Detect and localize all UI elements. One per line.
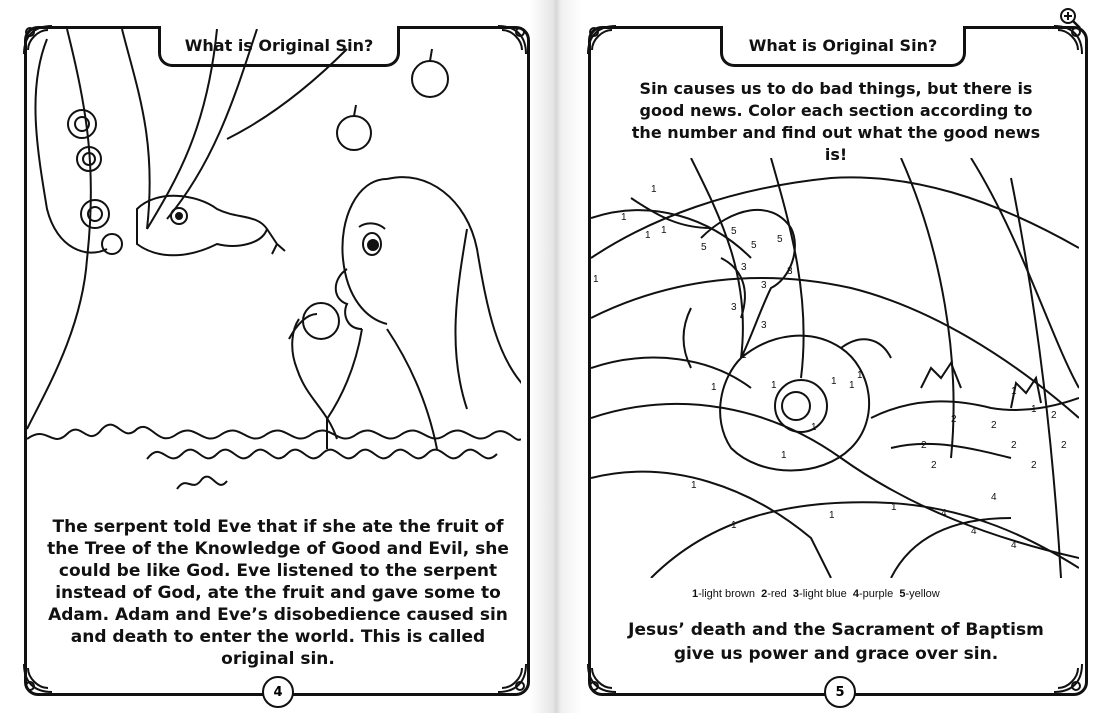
- corner-ornament-icon: [584, 22, 620, 58]
- legend-item: 2-red: [761, 588, 787, 600]
- svg-text:1: 1: [771, 380, 777, 391]
- svg-text:1: 1: [691, 480, 697, 491]
- svg-text:2: 2: [921, 440, 927, 451]
- legend-item: 3-light blue: [792, 588, 847, 600]
- svg-text:2: 2: [951, 414, 957, 425]
- svg-text:1: 1: [661, 225, 667, 236]
- right-page: [556, 0, 1100, 713]
- svg-text:4: 4: [991, 492, 997, 503]
- svg-text:3: 3: [761, 320, 767, 331]
- svg-text:1: 1: [621, 212, 627, 223]
- svg-text:3: 3: [761, 280, 767, 291]
- svg-text:5: 5: [731, 226, 737, 237]
- svg-text:1: 1: [741, 350, 747, 361]
- eve-and-serpent-illustration: [27, 29, 521, 499]
- svg-text:1: 1: [651, 184, 657, 195]
- svg-text:1: 1: [781, 450, 787, 461]
- svg-text:1: 1: [831, 376, 837, 387]
- story-text: The serpent told Eve that if she ate the fruit of the Tree of the Knowledge of Good and Evil, she could be like God. Eve listened to the serpent instead of God, ate the fruit and gave some to Adam. Adam and Eve’s disobedience caused sin and death to enter the world. This is called original sin.: [47, 517, 509, 669]
- svg-text:1: 1: [811, 422, 817, 433]
- svg-text:4: 4: [941, 508, 947, 519]
- svg-text:1: 1: [849, 380, 855, 391]
- legend-item: 4-purple: [852, 588, 894, 600]
- svg-text:2: 2: [1011, 440, 1017, 451]
- page-title: What is Original Sin?: [720, 26, 966, 67]
- legend-item: 5-yellow: [899, 588, 940, 600]
- svg-text:4: 4: [971, 526, 977, 537]
- legend-item: 1-light brown: [692, 588, 755, 600]
- corner-ornament-icon: [1050, 660, 1086, 696]
- svg-text:1: 1: [1031, 404, 1037, 415]
- svg-text:1: 1: [1011, 386, 1017, 397]
- svg-text:2: 2: [991, 420, 997, 431]
- svg-text:4: 4: [1011, 540, 1017, 551]
- page-number: 5: [824, 676, 856, 708]
- svg-text:5: 5: [751, 240, 757, 251]
- closing-text: Jesus’ death and the Sacrament of Baptism give us power and grace over sin.: [628, 620, 1044, 664]
- svg-text:1: 1: [829, 510, 835, 521]
- svg-text:5: 5: [777, 234, 783, 245]
- corner-ornament-icon: [584, 660, 620, 696]
- svg-text:1: 1: [711, 382, 717, 393]
- color-by-number-puzzle: [591, 158, 1079, 578]
- svg-text:3: 3: [731, 302, 737, 313]
- svg-text:3: 3: [741, 262, 747, 273]
- svg-text:2: 2: [1051, 410, 1057, 421]
- page-title: What is Original Sin?: [158, 26, 400, 67]
- svg-text:1: 1: [645, 230, 651, 241]
- color-legend: [692, 588, 940, 600]
- svg-text:3: 3: [787, 266, 793, 277]
- page-number: 4: [262, 676, 294, 708]
- instructions-text: Sin causes us to do bad things, but there is good news. Color each section according to the number and find out what the good news is!: [631, 79, 1041, 164]
- svg-text:5: 5: [701, 242, 707, 253]
- svg-text:2: 2: [931, 460, 937, 471]
- zoom-in-icon[interactable]: [1058, 6, 1082, 30]
- svg-text:1: 1: [731, 520, 737, 531]
- svg-text:2: 2: [1061, 440, 1067, 451]
- svg-text:2: 2: [1031, 460, 1037, 471]
- svg-text:1: 1: [891, 502, 897, 513]
- svg-text:1: 1: [857, 370, 863, 381]
- svg-text:1: 1: [593, 274, 599, 285]
